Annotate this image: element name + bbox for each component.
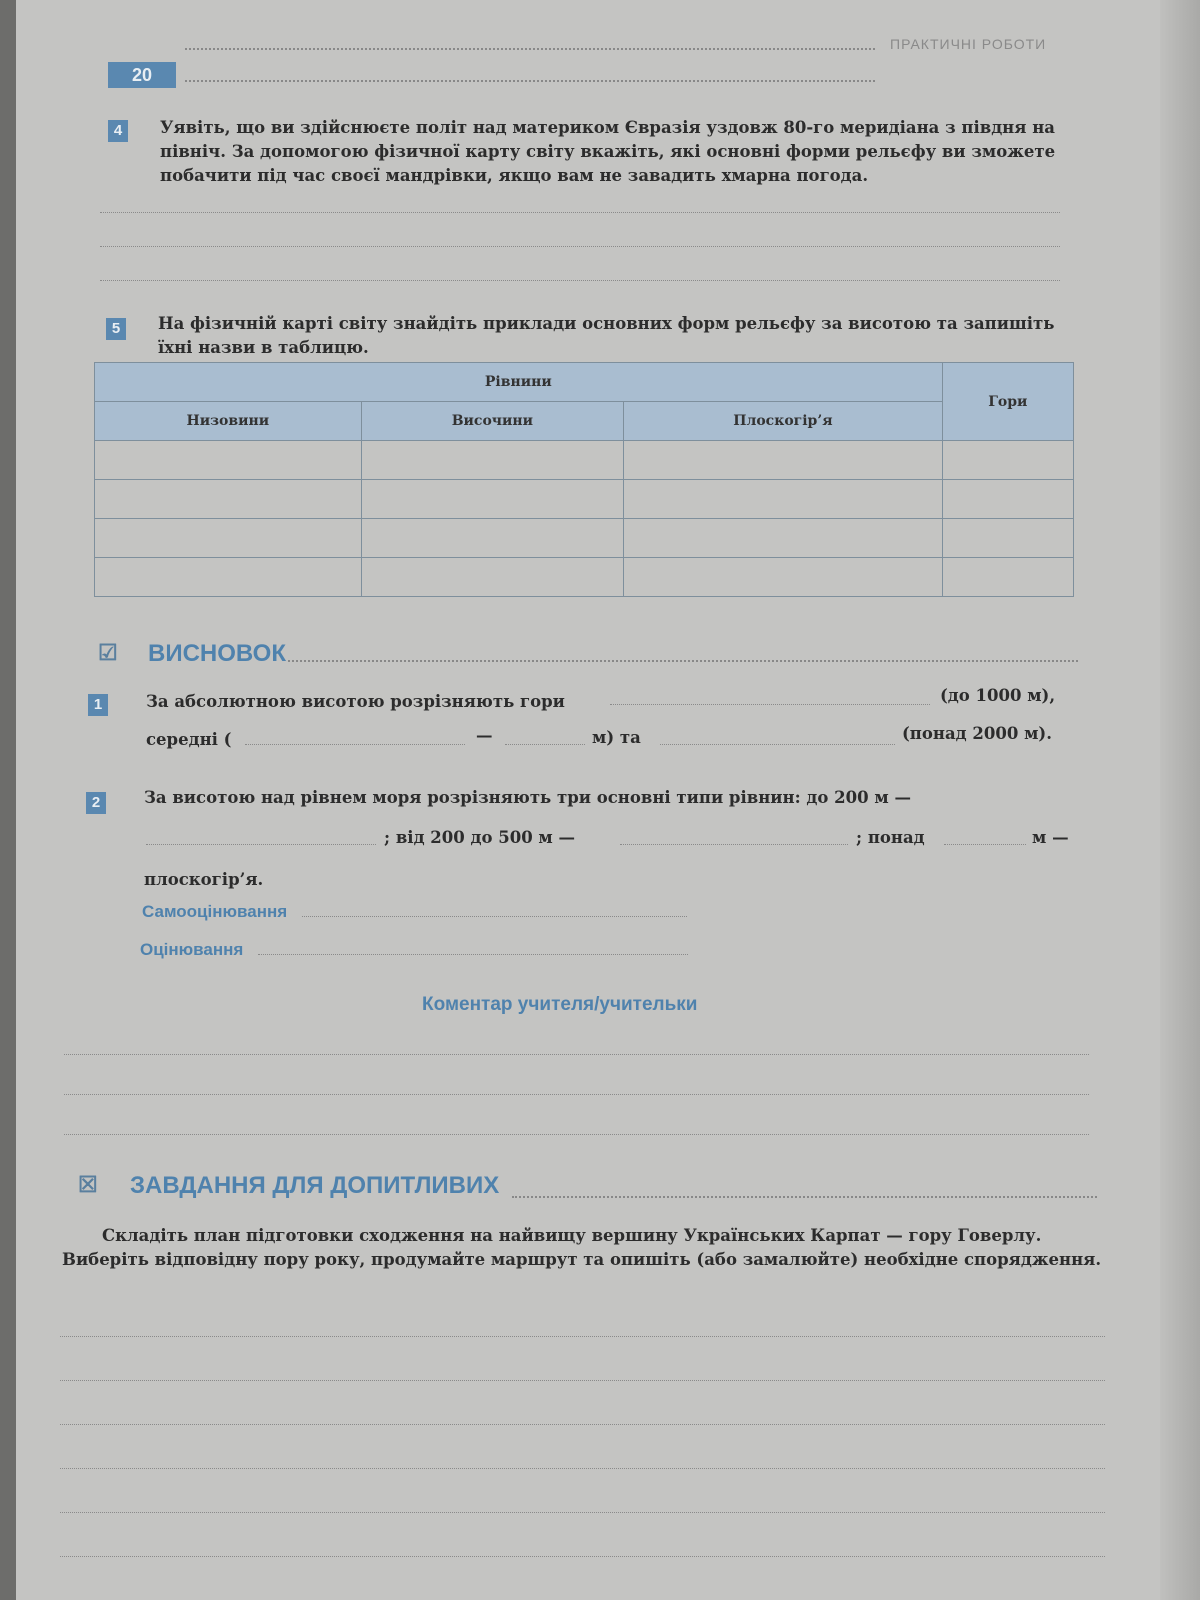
curious-title: ЗАВДАННЯ ДЛЯ ДОПИТЛИВИХ — [130, 1172, 500, 1199]
table-cell[interactable] — [361, 441, 624, 480]
item-number: 1 — [88, 694, 108, 716]
conclusion-text: середні ( — [146, 730, 232, 749]
conclusion-text: — — [476, 726, 493, 745]
page-number: 20 — [108, 62, 176, 88]
answer-line[interactable] — [60, 1336, 1105, 1337]
self-assessment-label: Самооцінювання — [142, 902, 288, 921]
fill-blank[interactable] — [620, 844, 848, 845]
fill-blank[interactable] — [245, 744, 465, 745]
task-number: 5 — [106, 318, 126, 340]
table-cell[interactable] — [624, 480, 943, 519]
relief-table — [94, 362, 1074, 597]
task-number: 4 — [108, 120, 128, 142]
conclusion-title: ВИСНОВОК — [148, 640, 286, 667]
page-edge-right — [1160, 0, 1200, 1600]
plateaus-header: Плоскогір’я — [624, 402, 943, 441]
fill-blank[interactable] — [610, 704, 930, 705]
fill-blank[interactable] — [944, 844, 1026, 845]
comment-line[interactable] — [64, 1134, 1089, 1135]
conclusion-text: ; від 200 до 500 м — — [384, 828, 576, 847]
answer-line[interactable] — [60, 1380, 1105, 1381]
table-cell[interactable] — [942, 441, 1073, 480]
checkbox-icon: ☑ — [98, 640, 118, 665]
conclusion-text: м) та — [592, 728, 641, 747]
section-divider — [512, 1196, 1097, 1198]
conclusion-text: ; понад — [856, 828, 925, 847]
table-cell[interactable] — [361, 558, 624, 597]
comment-line[interactable] — [64, 1054, 1089, 1055]
self-assessment-field[interactable] — [302, 916, 687, 917]
task4-text: Уявіть, що ви здійснюєте політ над материком Євразія уздовж 80-го меридіана з півдня на північ. За допомогою фізичної карту світу вкажіть, які основні форми рельєфу ви зможете побачити під час своєї мандрівки, якщо вам не завадить хмарна погода. — [160, 118, 1056, 185]
assessment-label: Оцінювання — [140, 940, 244, 959]
answer-line[interactable] — [60, 1468, 1105, 1469]
table-row — [95, 480, 1074, 519]
assessment-field[interactable] — [258, 954, 688, 955]
task5-text: На фізичній карті світу знайдіть приклади основних форм рельєфу за висотою та запишіть їхні назви в таблицю. — [158, 314, 1055, 357]
conclusion-text: За висотою над рівнем моря розрізняють три основні типи рівнин: до 200 м — — [144, 788, 911, 807]
answer-line[interactable] — [60, 1512, 1105, 1513]
header-divider — [185, 80, 875, 82]
answer-line[interactable] — [100, 246, 1060, 247]
table-row — [95, 441, 1074, 480]
table-cell[interactable] — [624, 519, 943, 558]
table-cell[interactable] — [624, 441, 943, 480]
curious-text: Складіть план підготовки сходження на найвищу вершину Українських Карпат — гору Говерлу. Виберіть відповідну пору року, продумайте маршрут та опишіть (або замалюйте) необхідне спорядження. — [62, 1226, 1102, 1269]
table-row — [95, 519, 1074, 558]
table-cell[interactable] — [624, 558, 943, 597]
conclusion-text: (до 1000 м), — [940, 686, 1056, 705]
table-cell[interactable] — [95, 480, 362, 519]
conclusion-text: плоскогір’я. — [144, 870, 264, 889]
section-header: ПРАКТИЧНІ РОБОТИ — [890, 36, 1047, 52]
answer-line[interactable] — [60, 1556, 1105, 1557]
plains-header: Рівнини — [95, 363, 943, 402]
conclusion-text: За абсолютною висотою розрізняють гори — [146, 692, 565, 711]
fill-blank[interactable] — [660, 744, 895, 745]
teacher-comment-title: Коментар учителя/учительки — [422, 994, 698, 1015]
mountains-header: Гори — [942, 363, 1073, 441]
fill-blank[interactable] — [505, 744, 585, 745]
crossed-box-icon: ☒ — [78, 1172, 98, 1197]
table-cell[interactable] — [942, 558, 1073, 597]
answer-line[interactable] — [100, 280, 1060, 281]
conclusion-text: м — — [1032, 828, 1069, 847]
table-cell[interactable] — [95, 519, 362, 558]
item-number: 2 — [86, 792, 106, 814]
table-cell[interactable] — [942, 519, 1073, 558]
lowlands-header: Низовини — [95, 402, 362, 441]
table-cell[interactable] — [361, 519, 624, 558]
header-divider — [185, 48, 875, 50]
uplands-header: Височини — [361, 402, 624, 441]
comment-line[interactable] — [64, 1094, 1089, 1095]
page-edge — [0, 0, 16, 1600]
table-cell[interactable] — [95, 558, 362, 597]
section-divider — [288, 660, 1078, 662]
answer-line[interactable] — [60, 1424, 1105, 1425]
fill-blank[interactable] — [146, 844, 376, 845]
table-cell[interactable] — [361, 480, 624, 519]
table-cell[interactable] — [95, 441, 362, 480]
conclusion-text: (понад 2000 м). — [902, 724, 1052, 743]
table-row — [95, 558, 1074, 597]
table-cell[interactable] — [942, 480, 1073, 519]
answer-line[interactable] — [100, 212, 1060, 213]
